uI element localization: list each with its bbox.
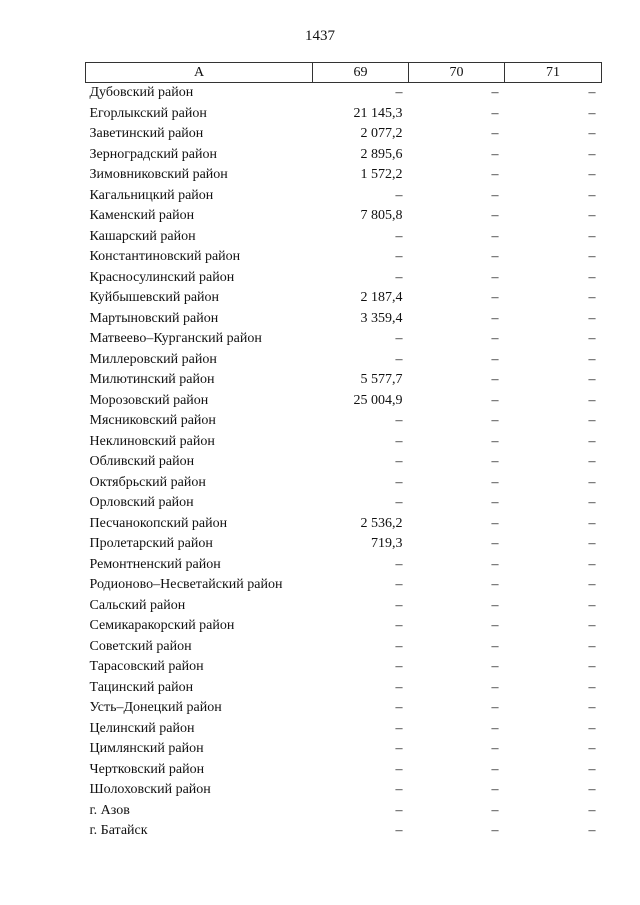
value-cell-70: –	[491, 290, 499, 306]
value-cell-70: –	[491, 577, 499, 593]
district-name-cell: Куйбышевский район	[89, 290, 220, 306]
value-cell-70: –	[491, 392, 499, 408]
value-cell-71: –	[588, 802, 596, 818]
table-row	[86, 247, 602, 268]
value-cell-71: –	[588, 782, 596, 798]
district-name-cell: Пролетарский район	[89, 536, 213, 552]
value-cell-70: –	[491, 331, 499, 347]
value-cell-70: –	[491, 249, 499, 265]
table-row	[86, 206, 602, 227]
value-cell-71: –	[588, 659, 596, 675]
header-cell-71: 71	[505, 63, 602, 83]
district-name-cell: г. Азов	[89, 802, 130, 818]
value-cell-69: –	[395, 823, 403, 839]
table-row	[86, 534, 602, 555]
value-cell-71: –	[588, 208, 596, 224]
value-cell-69: –	[395, 351, 403, 367]
value-cell-71: –	[588, 310, 596, 326]
value-cell-71: –	[588, 433, 596, 449]
value-cell-71: –	[588, 413, 596, 429]
value-cell-69: –	[395, 187, 403, 203]
district-name-cell: Зимовниковский район	[89, 167, 228, 183]
value-cell-69: –	[395, 638, 403, 654]
table-row	[86, 432, 602, 453]
page-number: 1437	[305, 28, 335, 44]
value-cell-71: –	[588, 85, 596, 101]
table-row	[86, 329, 602, 350]
value-cell-69: –	[395, 659, 403, 675]
value-cell-69: –	[395, 577, 403, 593]
district-name-cell: Миллеровский район	[89, 351, 217, 367]
value-cell-70: –	[491, 679, 499, 695]
value-cell-70: –	[491, 597, 499, 613]
district-name-cell: Неклиновский район	[89, 433, 215, 449]
table-row	[86, 83, 602, 104]
value-cell-71: –	[588, 741, 596, 757]
value-cell-71: –	[588, 331, 596, 347]
value-cell-70: –	[491, 454, 499, 470]
table-row	[86, 739, 602, 760]
value-cell-71: –	[588, 454, 596, 470]
value-cell-71: –	[588, 146, 596, 162]
district-name-cell: г. Батайск	[89, 823, 148, 839]
value-cell-71: –	[588, 474, 596, 490]
value-cell-69: 3 359,4	[360, 310, 403, 326]
district-name-cell: Чертковский район	[89, 761, 205, 777]
value-cell-70: –	[491, 720, 499, 736]
district-name-cell: Милютинский район	[89, 372, 215, 388]
table-row	[86, 268, 602, 289]
district-name-cell: Мартыновский район	[89, 310, 219, 326]
value-cell-71: –	[588, 167, 596, 183]
table-row	[86, 801, 602, 822]
value-cell-69: 25 004,9	[353, 392, 403, 408]
district-name-cell: Обливский район	[89, 454, 195, 470]
value-cell-70: –	[491, 823, 499, 839]
table-row	[86, 227, 602, 248]
value-cell-71: –	[588, 679, 596, 695]
value-cell-71: –	[588, 249, 596, 265]
value-cell-69: 2 187,4	[360, 290, 403, 306]
value-cell-69: 2 536,2	[360, 515, 403, 531]
district-name-cell: Константиновский район	[89, 249, 241, 265]
value-cell-70: –	[491, 351, 499, 367]
district-name-cell: Орловский район	[89, 495, 194, 511]
header-row	[86, 63, 602, 83]
table-row	[86, 555, 602, 576]
value-cell-70: –	[491, 638, 499, 654]
value-cell-71: –	[588, 290, 596, 306]
value-cell-70: –	[491, 515, 499, 531]
table-row	[86, 391, 602, 412]
table-row	[86, 411, 602, 432]
table-row	[86, 821, 602, 842]
table-row	[86, 145, 602, 166]
value-cell-71: –	[588, 105, 596, 121]
value-cell-69: –	[395, 331, 403, 347]
table-row	[86, 637, 602, 658]
table-row	[86, 165, 602, 186]
table-row	[86, 760, 602, 781]
value-cell-69: –	[395, 454, 403, 470]
value-cell-70: –	[491, 536, 499, 552]
value-cell-71: –	[588, 536, 596, 552]
table-row	[86, 473, 602, 494]
value-cell-70: –	[491, 310, 499, 326]
table-row	[86, 493, 602, 514]
value-cell-70: –	[491, 495, 499, 511]
district-name-cell: Семикаракорский район	[89, 618, 235, 634]
table-row	[86, 596, 602, 617]
district-name-cell: Советский район	[89, 638, 192, 654]
value-cell-71: –	[588, 126, 596, 142]
header-cell-70: 70	[409, 63, 505, 83]
value-cell-69: –	[395, 618, 403, 634]
table-row	[86, 657, 602, 678]
value-cell-69: –	[395, 433, 403, 449]
table-row	[86, 719, 602, 740]
header-cell-a: А	[86, 63, 313, 83]
header-cell-69: 69	[313, 63, 409, 83]
district-name-cell: Цимлянский район	[89, 741, 204, 757]
value-cell-69: 2 895,6	[360, 146, 403, 162]
district-name-cell: Октябрьский район	[89, 474, 206, 490]
district-name-cell: Красносулинский район	[89, 269, 235, 285]
value-cell-70: –	[491, 105, 499, 121]
value-cell-70: –	[491, 228, 499, 244]
value-cell-71: –	[588, 618, 596, 634]
table-row	[86, 350, 602, 371]
value-cell-70: –	[491, 146, 499, 162]
value-cell-70: –	[491, 269, 499, 285]
district-name-cell: Зерноградский район	[89, 146, 217, 162]
district-name-cell: Дубовский район	[89, 85, 194, 101]
value-cell-69: 5 577,7	[360, 372, 403, 388]
value-cell-69: –	[395, 495, 403, 511]
table-row	[86, 452, 602, 473]
table-row	[86, 124, 602, 145]
value-cell-70: –	[491, 372, 499, 388]
value-cell-69: 2 077,2	[360, 126, 403, 142]
value-cell-71: –	[588, 597, 596, 613]
value-cell-71: –	[588, 269, 596, 285]
value-cell-70: –	[491, 782, 499, 798]
value-cell-69: 21 145,3	[353, 105, 403, 121]
table-row	[86, 370, 602, 391]
value-cell-69: –	[395, 597, 403, 613]
table-row	[86, 104, 602, 125]
value-cell-71: –	[588, 823, 596, 839]
value-cell-71: –	[588, 700, 596, 716]
district-name-cell: Заветинский район	[89, 126, 204, 142]
table-row	[86, 186, 602, 207]
value-cell-70: –	[491, 802, 499, 818]
value-cell-69: –	[395, 228, 403, 244]
value-cell-70: –	[491, 618, 499, 634]
district-name-cell: Целинский район	[89, 720, 195, 736]
district-name-cell: Мясниковский район	[89, 413, 216, 429]
district-name-cell: Ремонтненский район	[89, 556, 221, 572]
district-name-cell: Родионово–Несветайский район	[89, 577, 283, 593]
value-cell-71: –	[588, 720, 596, 736]
district-name-cell: Егорлыкский район	[89, 105, 207, 121]
district-name-cell: Матвеево–Курганский район	[89, 331, 262, 347]
value-cell-69: –	[395, 269, 403, 285]
value-cell-69: –	[395, 413, 403, 429]
value-cell-70: –	[491, 700, 499, 716]
value-cell-71: –	[588, 372, 596, 388]
table-row	[86, 780, 602, 801]
district-name-cell: Кашарский район	[89, 228, 196, 244]
table-row	[86, 678, 602, 699]
value-cell-69: –	[395, 700, 403, 716]
value-cell-69: –	[395, 741, 403, 757]
value-cell-70: –	[491, 208, 499, 224]
value-cell-70: –	[491, 741, 499, 757]
value-cell-70: –	[491, 85, 499, 101]
district-name-cell: Каменский район	[89, 208, 195, 224]
district-name-cell: Тарасовский район	[89, 659, 204, 675]
value-cell-71: –	[588, 495, 596, 511]
value-cell-71: –	[588, 577, 596, 593]
value-cell-70: –	[491, 126, 499, 142]
district-name-cell: Тацинский район	[89, 679, 194, 695]
table-row	[86, 514, 602, 535]
district-name-cell: Кагальницкий район	[89, 187, 214, 203]
value-cell-71: –	[588, 556, 596, 572]
value-cell-69: –	[395, 802, 403, 818]
value-cell-69: 1 572,2	[360, 167, 403, 183]
table-row	[86, 309, 602, 330]
value-cell-70: –	[491, 167, 499, 183]
value-cell-69: –	[395, 720, 403, 736]
table-row	[86, 288, 602, 309]
value-cell-69: 7 805,8	[360, 208, 403, 224]
value-cell-69: –	[395, 782, 403, 798]
value-cell-70: –	[491, 761, 499, 777]
value-cell-70: –	[491, 187, 499, 203]
value-cell-70: –	[491, 474, 499, 490]
value-cell-70: –	[491, 556, 499, 572]
district-name-cell: Песчанокопский район	[89, 515, 228, 531]
table-row	[86, 698, 602, 719]
table-row	[86, 616, 602, 637]
value-cell-71: –	[588, 187, 596, 203]
value-cell-69: –	[395, 85, 403, 101]
value-cell-71: –	[588, 351, 596, 367]
value-cell-69: –	[395, 474, 403, 490]
district-name-cell: Шолоховский район	[89, 782, 211, 798]
value-cell-71: –	[588, 392, 596, 408]
table-body	[86, 83, 602, 842]
table-header	[86, 63, 602, 83]
district-name-cell: Усть–Донецкий район	[89, 700, 222, 716]
value-cell-71: –	[588, 638, 596, 654]
value-cell-70: –	[491, 413, 499, 429]
value-cell-69: –	[395, 679, 403, 695]
value-cell-70: –	[491, 659, 499, 675]
value-cell-69: 719,3	[371, 536, 403, 552]
data-table	[85, 62, 602, 842]
value-cell-71: –	[588, 761, 596, 777]
value-cell-70: –	[491, 433, 499, 449]
district-name-cell: Сальский район	[89, 597, 186, 613]
value-cell-69: –	[395, 249, 403, 265]
district-name-cell: Морозовский район	[89, 392, 209, 408]
value-cell-69: –	[395, 556, 403, 572]
value-cell-69: –	[395, 761, 403, 777]
value-cell-71: –	[588, 515, 596, 531]
value-cell-71: –	[588, 228, 596, 244]
table-row	[86, 575, 602, 596]
